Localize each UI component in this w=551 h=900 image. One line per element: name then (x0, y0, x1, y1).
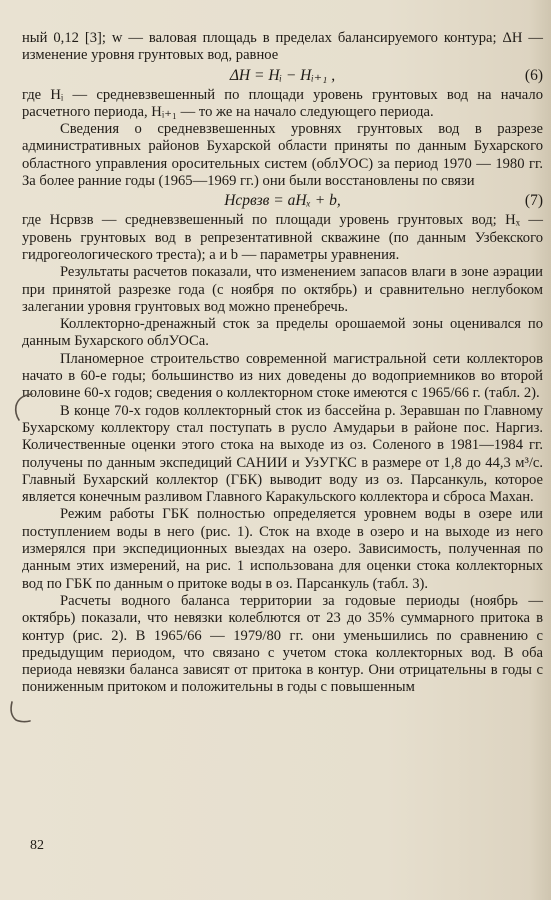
equation-6-number: (6) (524, 66, 543, 84)
pencil-mark-top (10, 392, 36, 422)
paragraph-9: Режим работы ГБК полностью определяется уровнем воды в озере или поступлением воды в него (рис. 1). Сток на входе в озеро и на выходе из него измерялся при экспедиционных выездах на озеро. Зависимость, полученная по данным этих измерений, на рис. 1 использована для оценки стока коллекторных вод по ГБК по данным о притоке воды в оз. Парсанкуль (табл. 3). (22, 506, 543, 592)
paragraph-1: ный 0,12 [3]; w — валовая площадь в пределах балансируемого контура; ΔH — изменение уровня грунтовых вод, равное (22, 30, 543, 64)
paragraph-5: Результаты расчетов показали, что изменением запасов влаги в зоне аэрации при принятой разрезке года (с ноября по октябрь) и сравнительно неглубоком залегании уровня грунтовых вод можно пренебречь. (22, 264, 543, 315)
equation-7-formula: Hсрвзв = aHₓ + b, (224, 192, 341, 210)
equation-7 (22, 190, 543, 212)
page-number: 82 (30, 838, 44, 853)
paragraph-8: В конце 70-х годов коллекторный сток из бассейна р. Зеравшан по Главному Бухарскому коллектору стал поступать в русло Амударьи в районе пос. Наргиз. Количественные оценки этого стока на выходе из оз. Соленого в 1981—1984 гг. получены по данным экспедиций САНИИ и УзУГКС в размере от 1,8 до 44,3 м³/с. Главный Бухарский коллектор (ГБК) выводит воду из оз. Парсанкуль, которое является конечным разливом Главного Каракульского коллектора и сброса Махан. (22, 402, 543, 506)
equation-6 (22, 65, 543, 87)
paragraph-7: Планомерное строительство современной магистральной сети коллекторов начато в 60-е годы; большинство из них доведены до водоприемников во второй половине 60-х годов; сведения о коллекторном стоке имеются с 1965/66 г. (табл. 2). (22, 350, 543, 402)
pencil-mark-bottom (6, 700, 32, 726)
paragraph-10: Расчеты водного баланса территории за годовые периоды (ноябрь — октябрь) показали, что невязки колеблются от 23 до 35% суммарного притока в контур (рис. 2). В 1965/66 — 1979/80 гг. они уменьшились по сравнению с предыдущим периодом, что связано с учетом стока коллекторных вод. В оба периода невязки баланса зависят от притока в контур. Они отрицательны в годы с пониженным притоком и положительны в годы с повышенным (22, 592, 543, 696)
paragraph-6: Коллекторно-дренажный сток за пределы орошаемой зоны оценивался по данным Бухарского облУОСа. (22, 316, 543, 350)
page-text (22, 30, 543, 697)
paragraph-3: Сведения о средневзвешенных уровнях грунтовых вод в разрезе административных районов Бухарской области приняты по данным Бухарского областного управления оросительных систем (облУОС) за период 1970 — 1980 гг. За более ранние годы (1965—1969 гг.) они были восстановлены по связи (22, 121, 543, 190)
equation-7-number: (7) (524, 192, 543, 210)
paragraph-2: где Hᵢ — средневзвешенный по площади уровень грунтовых вод на начало расчетного периода, Hᵢ₊₁ — то же на начало следующего периода. (22, 86, 543, 120)
equation-6-formula: ΔH = Hᵢ − Hᵢ₊₁ , (229, 66, 336, 84)
paragraph-4: где Hсрвзв — средневзвешенный по площади уровень грунтовых вод; Hₓ — уровень грунтовых вод в репрезентативной скважине (по данным Узбекского гидрогеологического треста); a и b — параметры уравнения. (22, 212, 543, 263)
